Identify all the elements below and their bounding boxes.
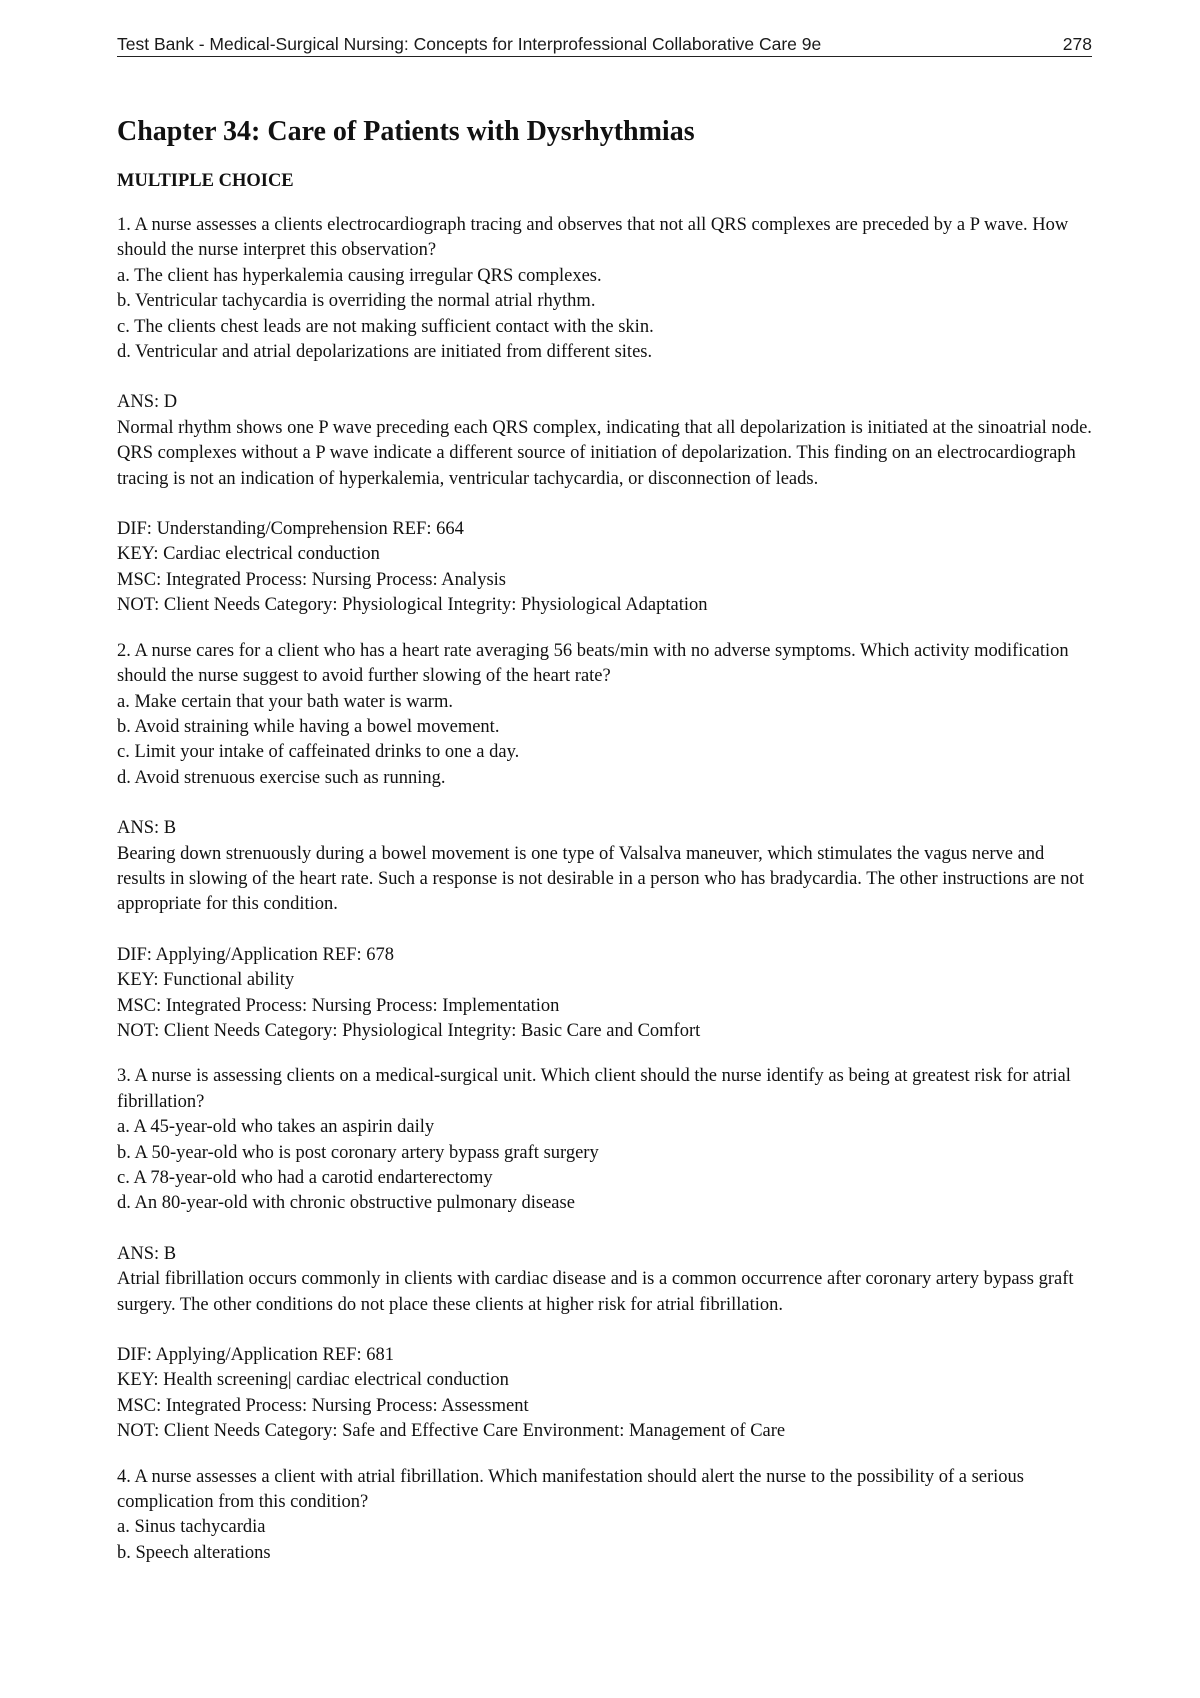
- meta-not: NOT: Client Needs Category: Physiological Integrity: Physiological Adaptation: [117, 595, 708, 616]
- option-a: a. A 45-year-old who takes an aspirin daily: [117, 1117, 435, 1138]
- meta-dif: DIF: Applying/Application REF: 678: [117, 944, 394, 965]
- option-a: a. Sinus tachycardia: [117, 1517, 266, 1538]
- answer-key: ANS: B: [117, 1243, 177, 1264]
- answer-block: [117, 816, 1092, 918]
- meta-key: KEY: Functional ability: [117, 970, 295, 991]
- meta-dif: DIF: Understanding/Comprehension REF: 664: [117, 519, 464, 540]
- meta-msc: MSC: Integrated Process: Nursing Process: Analysis: [117, 569, 506, 590]
- rationale: Normal rhythm shows one P wave preceding each QRS complex, indicating that all depolarization is initiated at the sinoatrial node. QRS complexes without a P wave indicate a different source of initiation of depolarization. This finding on an electrocardiograph tracing is not an indication of hyperkalemia, ventricular tachycardia, or disconnection of leads.: [117, 417, 1092, 489]
- question-4: [117, 1465, 1092, 1567]
- answer-options: [117, 690, 1092, 792]
- running-header: [117, 34, 1092, 57]
- meta-not: NOT: Client Needs Category: Safe and Effective Care Environment: Management of Care: [117, 1421, 786, 1442]
- answer-block: [117, 390, 1092, 492]
- meta-key: KEY: Cardiac electrical conduction: [117, 544, 380, 565]
- question-stem: 2. A nurse cares for a client who has a heart rate averaging 56 beats/min with no adverse symptoms. Which activity modification should the nurse suggest to avoid further slowing of the heart rate?: [117, 640, 1069, 687]
- meta-key: KEY: Health screening| cardiac electrical conduction: [117, 1370, 509, 1391]
- metadata-block: [117, 943, 1092, 1045]
- metadata-block: [117, 1343, 1092, 1445]
- chapter-title: Chapter 34: Care of Patients with Dysrhythmias: [117, 116, 695, 147]
- answer-block: [117, 1242, 1092, 1318]
- option-d: d. Avoid strenuous exercise such as running.: [117, 767, 446, 788]
- option-b: b. Avoid straining while having a bowel movement.: [117, 716, 500, 737]
- option-a: a. Make certain that your bath water is warm.: [117, 691, 453, 712]
- option-d: d. Ventricular and atrial depolarizations are initiated from different sites.: [117, 342, 653, 363]
- question-stem: 1. A nurse assesses a clients electrocardiograph tracing and observes that not all QRS complexes are preceded by a P wave. How should the nurse interpret this observation?: [117, 215, 1069, 261]
- option-a: a. The client has hyperkalemia causing irregular QRS complexes.: [117, 265, 602, 286]
- question-3: [117, 1064, 1092, 1444]
- meta-not: NOT: Client Needs Category: Physiological Integrity: Basic Care and Comfort: [117, 1020, 701, 1041]
- metadata-block: [117, 517, 1092, 619]
- meta-msc: MSC: Integrated Process: Nursing Process: Implementation: [117, 995, 560, 1016]
- option-b: b. Speech alterations: [117, 1542, 271, 1563]
- question-1: [117, 213, 1092, 619]
- header-title: Test Bank - Medical-Surgical Nursing: Concepts for Interprofessional Collaborative Care 9e: [117, 34, 822, 54]
- answer-key: ANS: B: [117, 818, 177, 839]
- meta-dif: DIF: Applying/Application REF: 681: [117, 1345, 394, 1366]
- answer-key: ANS: D: [117, 392, 178, 413]
- page-number: 278: [1062, 34, 1092, 54]
- section-label: MULTIPLE CHOICE: [117, 171, 294, 191]
- document-page: [117, 30, 1092, 1566]
- rationale: Atrial fibrillation occurs commonly in clients with cardiac disease and is a common occurrence after coronary artery bypass graft surgery. The other conditions do not place these clients at higher risk for atrial fibrillation.: [117, 1269, 1074, 1315]
- option-c: c. A 78-year-old who had a carotid endarterectomy: [117, 1168, 493, 1188]
- meta-msc: MSC: Integrated Process: Nursing Process: Assessment: [117, 1395, 529, 1416]
- option-d: d. An 80-year-old with chronic obstructive pulmonary disease: [117, 1193, 575, 1214]
- option-b: b. A 50-year-old who is post coronary artery bypass graft surgery: [117, 1142, 599, 1163]
- rationale: Bearing down strenuously during a bowel movement is one type of Valsalva maneuver, which stimulates the vagus nerve and results in slowing of the heart rate. Such a response is not desirable in a person who has bradycardia. The other instructions are not appropriate for this condition.: [117, 843, 1085, 915]
- question-stem: 4. A nurse assesses a client with atrial fibrillation. Which manifestation should alert the nurse to the possibility of a serious complication from this condition?: [117, 1466, 1025, 1513]
- answer-options: [117, 1515, 1092, 1566]
- question-2: [117, 639, 1092, 1045]
- answer-options: [117, 1115, 1092, 1217]
- option-c: c. Limit your intake of caffeinated drinks to one a day.: [117, 742, 520, 763]
- option-b: b. Ventricular tachycardia is overriding the normal atrial rhythm.: [117, 291, 596, 312]
- question-stem: 3. A nurse is assessing clients on a medical-surgical unit. Which client should the nurse identify as being at greatest risk for atrial fibrillation?: [117, 1066, 1071, 1112]
- option-c: c. The clients chest leads are not making sufficient contact with the skin.: [117, 316, 654, 337]
- answer-options: [117, 264, 1092, 366]
